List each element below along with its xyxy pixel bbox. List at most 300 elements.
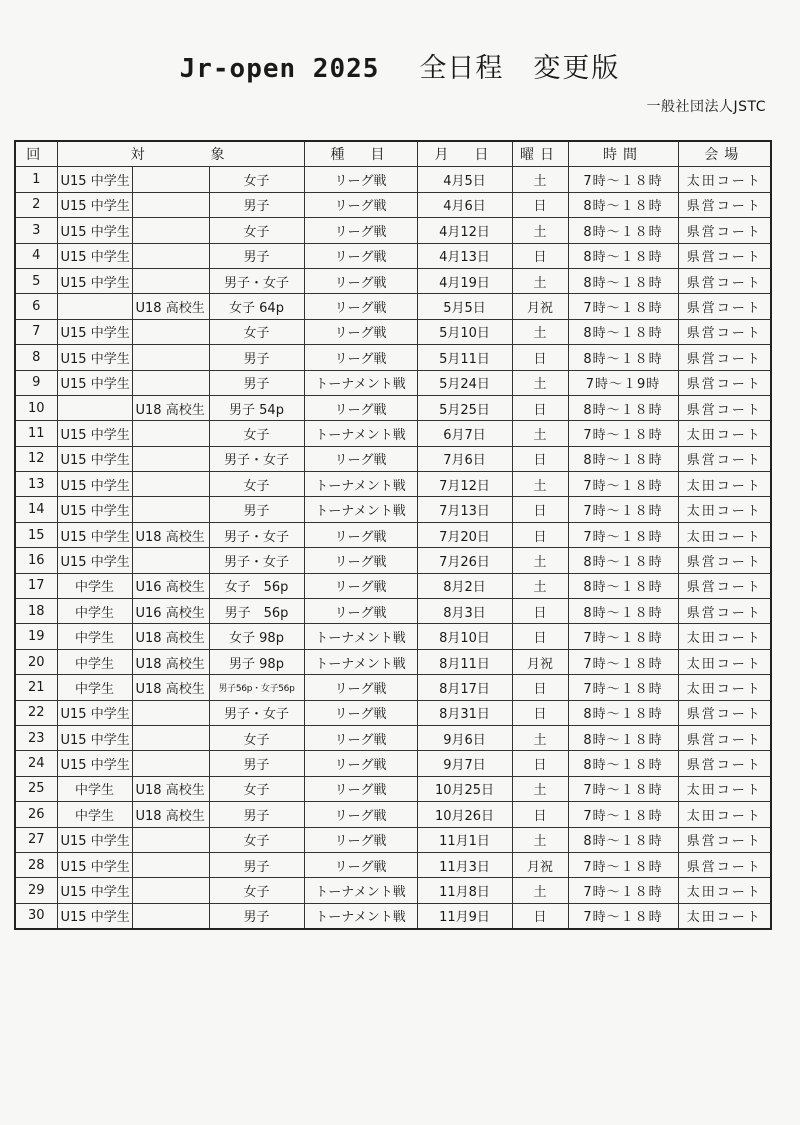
- cell-date: 4月19日: [417, 268, 512, 293]
- cell-weekday: 土: [512, 548, 568, 573]
- table-row: [15, 573, 771, 598]
- table-row: [15, 421, 771, 446]
- cell-round-no: 28: [15, 852, 57, 877]
- cell-weekday: 日: [512, 243, 568, 268]
- cell-weekday: 日: [512, 700, 568, 725]
- cell-time: 7時〜１８時: [568, 472, 678, 497]
- cell-date: 11月1日: [417, 827, 512, 852]
- table-row: [15, 446, 771, 471]
- cell-target-junior: 中学生: [57, 573, 132, 598]
- cell-event-type: リーグ戦: [304, 852, 417, 877]
- cell-weekday: 日: [512, 497, 568, 522]
- cell-target-high: U18 高校生: [132, 624, 209, 649]
- cell-time: 8時〜１８時: [568, 268, 678, 293]
- cell-weekday: 月祝: [512, 294, 568, 319]
- cell-time: 7時〜１9時: [568, 370, 678, 395]
- table-row: [15, 395, 771, 420]
- cell-date: 9月7日: [417, 751, 512, 776]
- cell-round-no: 25: [15, 776, 57, 801]
- table-row: [15, 167, 771, 192]
- cell-weekday: 日: [512, 522, 568, 547]
- cell-event-type: リーグ戦: [304, 395, 417, 420]
- cell-gender: 女子: [209, 472, 304, 497]
- cell-event-type: リーグ戦: [304, 573, 417, 598]
- cell-venue: 県営コート: [678, 573, 771, 598]
- col-header-type: 種 目: [304, 141, 417, 167]
- cell-target-high: [132, 218, 209, 243]
- cell-weekday: 月祝: [512, 852, 568, 877]
- cell-weekday: 日: [512, 802, 568, 827]
- page-title: [0, 46, 800, 85]
- cell-venue: 県営コート: [678, 192, 771, 217]
- cell-weekday: 日: [512, 395, 568, 420]
- cell-target-junior: U15 中学生: [57, 446, 132, 471]
- cell-gender: 男子: [209, 370, 304, 395]
- cell-target-junior: 中学生: [57, 649, 132, 674]
- cell-event-type: リーグ戦: [304, 700, 417, 725]
- cell-target-high: [132, 700, 209, 725]
- table-row: [15, 218, 771, 243]
- cell-target-junior: U15 中学生: [57, 903, 132, 929]
- cell-gender: 男子: [209, 192, 304, 217]
- cell-time: 8時〜１８時: [568, 446, 678, 471]
- cell-target-junior: U15 中学生: [57, 878, 132, 903]
- cell-event-type: トーナメント戦: [304, 497, 417, 522]
- cell-gender: 女子: [209, 218, 304, 243]
- title-schedule: 全日程: [419, 53, 504, 84]
- cell-date: 4月12日: [417, 218, 512, 243]
- cell-gender: 男子: [209, 345, 304, 370]
- cell-date: 5月10日: [417, 319, 512, 344]
- cell-date: 11月3日: [417, 852, 512, 877]
- cell-time: 7時〜１８時: [568, 624, 678, 649]
- table-row: [15, 548, 771, 573]
- cell-venue: 太田コート: [678, 421, 771, 446]
- cell-target-high: [132, 472, 209, 497]
- cell-round-no: 23: [15, 725, 57, 750]
- cell-date: 7月6日: [417, 446, 512, 471]
- cell-date: 7月20日: [417, 522, 512, 547]
- cell-venue: 県営コート: [678, 700, 771, 725]
- cell-venue: 県営コート: [678, 319, 771, 344]
- cell-event-type: トーナメント戦: [304, 421, 417, 446]
- cell-round-no: 12: [15, 446, 57, 471]
- cell-target-high: [132, 751, 209, 776]
- cell-venue: 県営コート: [678, 827, 771, 852]
- cell-time: 8時〜１８時: [568, 243, 678, 268]
- cell-time: 8時〜１８時: [568, 725, 678, 750]
- cell-round-no: 3: [15, 218, 57, 243]
- cell-date: 7月26日: [417, 548, 512, 573]
- cell-round-no: 7: [15, 319, 57, 344]
- cell-target-junior: U15 中学生: [57, 852, 132, 877]
- cell-date: 8月2日: [417, 573, 512, 598]
- cell-venue: 太田コート: [678, 649, 771, 674]
- cell-round-no: 21: [15, 675, 57, 700]
- cell-date: 10月25日: [417, 776, 512, 801]
- cell-date: 4月5日: [417, 167, 512, 192]
- cell-date: 11月8日: [417, 878, 512, 903]
- cell-round-no: 22: [15, 700, 57, 725]
- cell-time: 8時〜１８時: [568, 218, 678, 243]
- table-row: [15, 522, 771, 547]
- cell-target-high: U18 高校生: [132, 802, 209, 827]
- cell-event-type: リーグ戦: [304, 167, 417, 192]
- table-header-row: [15, 141, 771, 167]
- cell-target-high: [132, 725, 209, 750]
- cell-target-high: [132, 370, 209, 395]
- cell-time: 8時〜１８時: [568, 192, 678, 217]
- cell-target-high: U18 高校生: [132, 649, 209, 674]
- cell-round-no: 19: [15, 624, 57, 649]
- cell-gender: 男子: [209, 497, 304, 522]
- cell-date: 7月12日: [417, 472, 512, 497]
- cell-round-no: 18: [15, 599, 57, 624]
- cell-round-no: 17: [15, 573, 57, 598]
- cell-target-high: U16 高校生: [132, 599, 209, 624]
- cell-gender: 男子: [209, 903, 304, 929]
- cell-venue: 県営コート: [678, 345, 771, 370]
- cell-time: 7時〜１８時: [568, 167, 678, 192]
- cell-target-junior: U15 中学生: [57, 522, 132, 547]
- cell-date: 7月13日: [417, 497, 512, 522]
- cell-target-junior: U15 中学生: [57, 319, 132, 344]
- col-header-no: 回: [15, 141, 57, 167]
- cell-event-type: リーグ戦: [304, 599, 417, 624]
- cell-event-type: リーグ戦: [304, 243, 417, 268]
- cell-round-no: 1: [15, 167, 57, 192]
- cell-time: 8時〜１８時: [568, 548, 678, 573]
- cell-gender: 女子: [209, 725, 304, 750]
- cell-date: 4月13日: [417, 243, 512, 268]
- table-row: [15, 852, 771, 877]
- cell-time: 7時〜１８時: [568, 878, 678, 903]
- cell-weekday: 土: [512, 573, 568, 598]
- cell-weekday: 土: [512, 319, 568, 344]
- cell-gender: 女子 56p: [209, 573, 304, 598]
- cell-round-no: 16: [15, 548, 57, 573]
- cell-venue: 県営コート: [678, 243, 771, 268]
- cell-venue: 太田コート: [678, 472, 771, 497]
- cell-venue: 太田コート: [678, 776, 771, 801]
- cell-date: 8月17日: [417, 675, 512, 700]
- cell-gender: 男子56p・女子56p: [209, 675, 304, 700]
- cell-weekday: 日: [512, 345, 568, 370]
- cell-target-high: [132, 827, 209, 852]
- cell-round-no: 4: [15, 243, 57, 268]
- cell-round-no: 2: [15, 192, 57, 217]
- cell-weekday: 土: [512, 167, 568, 192]
- cell-target-junior: 中学生: [57, 599, 132, 624]
- cell-time: 7時〜１８時: [568, 675, 678, 700]
- cell-gender: 男子 56p: [209, 599, 304, 624]
- cell-target-junior: U15 中学生: [57, 167, 132, 192]
- table-row: [15, 903, 771, 929]
- cell-target-junior: 中学生: [57, 776, 132, 801]
- cell-venue: 県営コート: [678, 852, 771, 877]
- cell-date: 9月6日: [417, 725, 512, 750]
- table-row: [15, 497, 771, 522]
- cell-gender: 男子・女子: [209, 446, 304, 471]
- table-row: [15, 319, 771, 344]
- cell-round-no: 11: [15, 421, 57, 446]
- cell-target-junior: U15 中学生: [57, 827, 132, 852]
- cell-gender: 女子: [209, 776, 304, 801]
- cell-event-type: リーグ戦: [304, 446, 417, 471]
- cell-round-no: 20: [15, 649, 57, 674]
- cell-target-junior: 中学生: [57, 675, 132, 700]
- cell-time: 8時〜１８時: [568, 345, 678, 370]
- cell-target-junior: U15 中学生: [57, 268, 132, 293]
- cell-target-high: [132, 167, 209, 192]
- cell-round-no: 6: [15, 294, 57, 319]
- cell-event-type: トーナメント戦: [304, 649, 417, 674]
- cell-time: 7時〜１８時: [568, 497, 678, 522]
- cell-gender: 女子 98p: [209, 624, 304, 649]
- cell-time: 7時〜１８時: [568, 421, 678, 446]
- cell-time: 7時〜１８時: [568, 776, 678, 801]
- cell-venue: 太田コート: [678, 497, 771, 522]
- cell-weekday: 日: [512, 675, 568, 700]
- cell-target-high: U18 高校生: [132, 776, 209, 801]
- cell-event-type: リーグ戦: [304, 192, 417, 217]
- cell-weekday: 土: [512, 218, 568, 243]
- cell-date: 5月5日: [417, 294, 512, 319]
- cell-venue: 県営コート: [678, 548, 771, 573]
- cell-date: 8月10日: [417, 624, 512, 649]
- table-row: [15, 700, 771, 725]
- cell-target-junior: U15 中学生: [57, 421, 132, 446]
- table-row: [15, 472, 771, 497]
- cell-gender: 男子 98p: [209, 649, 304, 674]
- table-row: [15, 192, 771, 217]
- cell-venue: 県営コート: [678, 218, 771, 243]
- cell-venue: 太田コート: [678, 167, 771, 192]
- cell-round-no: 10: [15, 395, 57, 420]
- cell-weekday: 土: [512, 725, 568, 750]
- cell-gender: 女子: [209, 319, 304, 344]
- cell-date: 8月11日: [417, 649, 512, 674]
- col-header-time: 時間: [568, 141, 678, 167]
- cell-venue: 県営コート: [678, 370, 771, 395]
- cell-event-type: リーグ戦: [304, 319, 417, 344]
- cell-time: 7時〜１８時: [568, 522, 678, 547]
- table-row: [15, 751, 771, 776]
- table-row: [15, 243, 771, 268]
- cell-target-high: [132, 268, 209, 293]
- cell-target-junior: U15 中学生: [57, 345, 132, 370]
- table-row: [15, 649, 771, 674]
- cell-venue: 太田コート: [678, 903, 771, 929]
- cell-date: 10月26日: [417, 802, 512, 827]
- cell-date: 11月9日: [417, 903, 512, 929]
- cell-gender: 男子: [209, 802, 304, 827]
- cell-time: 8時〜１８時: [568, 700, 678, 725]
- cell-target-junior: 中学生: [57, 802, 132, 827]
- cell-round-no: 8: [15, 345, 57, 370]
- cell-weekday: 土: [512, 421, 568, 446]
- cell-event-type: リーグ戦: [304, 294, 417, 319]
- cell-event-type: トーナメント戦: [304, 903, 417, 929]
- cell-gender: 女子: [209, 878, 304, 903]
- cell-target-high: [132, 243, 209, 268]
- cell-target-high: U18 高校生: [132, 294, 209, 319]
- cell-event-type: トーナメント戦: [304, 472, 417, 497]
- cell-target-junior: U15 中学生: [57, 548, 132, 573]
- cell-target-high: [132, 852, 209, 877]
- cell-target-high: [132, 903, 209, 929]
- cell-target-high: [132, 345, 209, 370]
- cell-venue: 県営コート: [678, 294, 771, 319]
- table-row: [15, 599, 771, 624]
- cell-time: 8時〜１８時: [568, 599, 678, 624]
- title-event: Jr-open 2025: [179, 54, 380, 84]
- cell-venue: 県営コート: [678, 395, 771, 420]
- cell-gender: 男子・女子: [209, 522, 304, 547]
- cell-target-high: [132, 421, 209, 446]
- cell-weekday: 日: [512, 751, 568, 776]
- cell-venue: 県営コート: [678, 446, 771, 471]
- cell-time: 8時〜１８時: [568, 573, 678, 598]
- cell-round-no: 15: [15, 522, 57, 547]
- cell-gender: 男子: [209, 751, 304, 776]
- cell-venue: 太田コート: [678, 802, 771, 827]
- title-revision: 変更版: [533, 53, 621, 84]
- cell-weekday: 土: [512, 878, 568, 903]
- schedule-table: [14, 140, 772, 930]
- cell-target-junior: [57, 294, 132, 319]
- cell-date: 5月25日: [417, 395, 512, 420]
- cell-gender: 女子 64p: [209, 294, 304, 319]
- cell-round-no: 13: [15, 472, 57, 497]
- cell-round-no: 24: [15, 751, 57, 776]
- cell-event-type: リーグ戦: [304, 675, 417, 700]
- cell-event-type: リーグ戦: [304, 725, 417, 750]
- cell-gender: 男子 54p: [209, 395, 304, 420]
- cell-date: 4月6日: [417, 192, 512, 217]
- cell-time: 7時〜１８時: [568, 802, 678, 827]
- cell-weekday: 日: [512, 446, 568, 471]
- cell-target-high: [132, 192, 209, 217]
- cell-target-high: U18 高校生: [132, 522, 209, 547]
- table-row: [15, 345, 771, 370]
- cell-date: 6月7日: [417, 421, 512, 446]
- cell-gender: 男子・女子: [209, 548, 304, 573]
- col-header-target: 対 象: [57, 141, 304, 167]
- cell-weekday: 月祝: [512, 649, 568, 674]
- cell-target-junior: [57, 395, 132, 420]
- cell-time: 8時〜１８時: [568, 827, 678, 852]
- cell-date: 8月3日: [417, 599, 512, 624]
- cell-weekday: 日: [512, 624, 568, 649]
- cell-event-type: トーナメント戦: [304, 370, 417, 395]
- cell-target-junior: U15 中学生: [57, 497, 132, 522]
- table-row: [15, 776, 771, 801]
- cell-venue: 県営コート: [678, 268, 771, 293]
- schedule-body: [15, 167, 771, 929]
- cell-weekday: 土: [512, 268, 568, 293]
- cell-target-high: U18 高校生: [132, 675, 209, 700]
- table-row: [15, 878, 771, 903]
- cell-event-type: リーグ戦: [304, 522, 417, 547]
- cell-target-high: [132, 548, 209, 573]
- cell-target-high: [132, 319, 209, 344]
- cell-venue: 太田コート: [678, 624, 771, 649]
- cell-target-junior: U15 中学生: [57, 192, 132, 217]
- cell-time: 7時〜１８時: [568, 649, 678, 674]
- cell-target-junior: U15 中学生: [57, 370, 132, 395]
- cell-date: 8月31日: [417, 700, 512, 725]
- cell-round-no: 26: [15, 802, 57, 827]
- cell-target-junior: U15 中学生: [57, 218, 132, 243]
- table-row: [15, 725, 771, 750]
- cell-venue: 太田コート: [678, 878, 771, 903]
- col-header-venue: 会場: [678, 141, 771, 167]
- cell-gender: 男子: [209, 243, 304, 268]
- table-row: [15, 624, 771, 649]
- cell-time: 7時〜１８時: [568, 852, 678, 877]
- cell-venue: 県営コート: [678, 599, 771, 624]
- table-row: [15, 294, 771, 319]
- cell-weekday: 土: [512, 472, 568, 497]
- table-row: [15, 268, 771, 293]
- cell-venue: 県営コート: [678, 725, 771, 750]
- table-row: [15, 827, 771, 852]
- cell-round-no: 5: [15, 268, 57, 293]
- cell-target-high: [132, 497, 209, 522]
- col-header-weekday: 曜日: [512, 141, 568, 167]
- cell-gender: 女子: [209, 827, 304, 852]
- cell-weekday: 土: [512, 776, 568, 801]
- cell-time: 7時〜１８時: [568, 294, 678, 319]
- cell-venue: 太田コート: [678, 675, 771, 700]
- cell-target-junior: U15 中学生: [57, 243, 132, 268]
- cell-round-no: 29: [15, 878, 57, 903]
- cell-weekday: 日: [512, 599, 568, 624]
- cell-weekday: 土: [512, 827, 568, 852]
- cell-round-no: 14: [15, 497, 57, 522]
- cell-gender: 男子: [209, 852, 304, 877]
- cell-event-type: リーグ戦: [304, 751, 417, 776]
- cell-time: 8時〜１８時: [568, 751, 678, 776]
- cell-event-type: リーグ戦: [304, 802, 417, 827]
- cell-round-no: 9: [15, 370, 57, 395]
- cell-target-junior: U15 中学生: [57, 725, 132, 750]
- cell-target-junior: U15 中学生: [57, 472, 132, 497]
- cell-venue: 太田コート: [678, 522, 771, 547]
- cell-target-high: [132, 878, 209, 903]
- cell-event-type: リーグ戦: [304, 548, 417, 573]
- cell-weekday: 日: [512, 903, 568, 929]
- cell-weekday: 日: [512, 192, 568, 217]
- table-row: [15, 370, 771, 395]
- organization-name: 一般社団法人JSTC: [646, 99, 766, 115]
- col-header-date: 月 日: [417, 141, 512, 167]
- cell-event-type: リーグ戦: [304, 268, 417, 293]
- cell-gender: 女子: [209, 421, 304, 446]
- table-row: [15, 802, 771, 827]
- cell-time: 8時〜１８時: [568, 395, 678, 420]
- cell-event-type: リーグ戦: [304, 827, 417, 852]
- cell-event-type: トーナメント戦: [304, 624, 417, 649]
- cell-target-junior: U15 中学生: [57, 700, 132, 725]
- cell-target-high: U18 高校生: [132, 395, 209, 420]
- cell-gender: 男子・女子: [209, 268, 304, 293]
- cell-event-type: リーグ戦: [304, 776, 417, 801]
- cell-venue: 県営コート: [678, 751, 771, 776]
- cell-date: 5月24日: [417, 370, 512, 395]
- cell-event-type: リーグ戦: [304, 345, 417, 370]
